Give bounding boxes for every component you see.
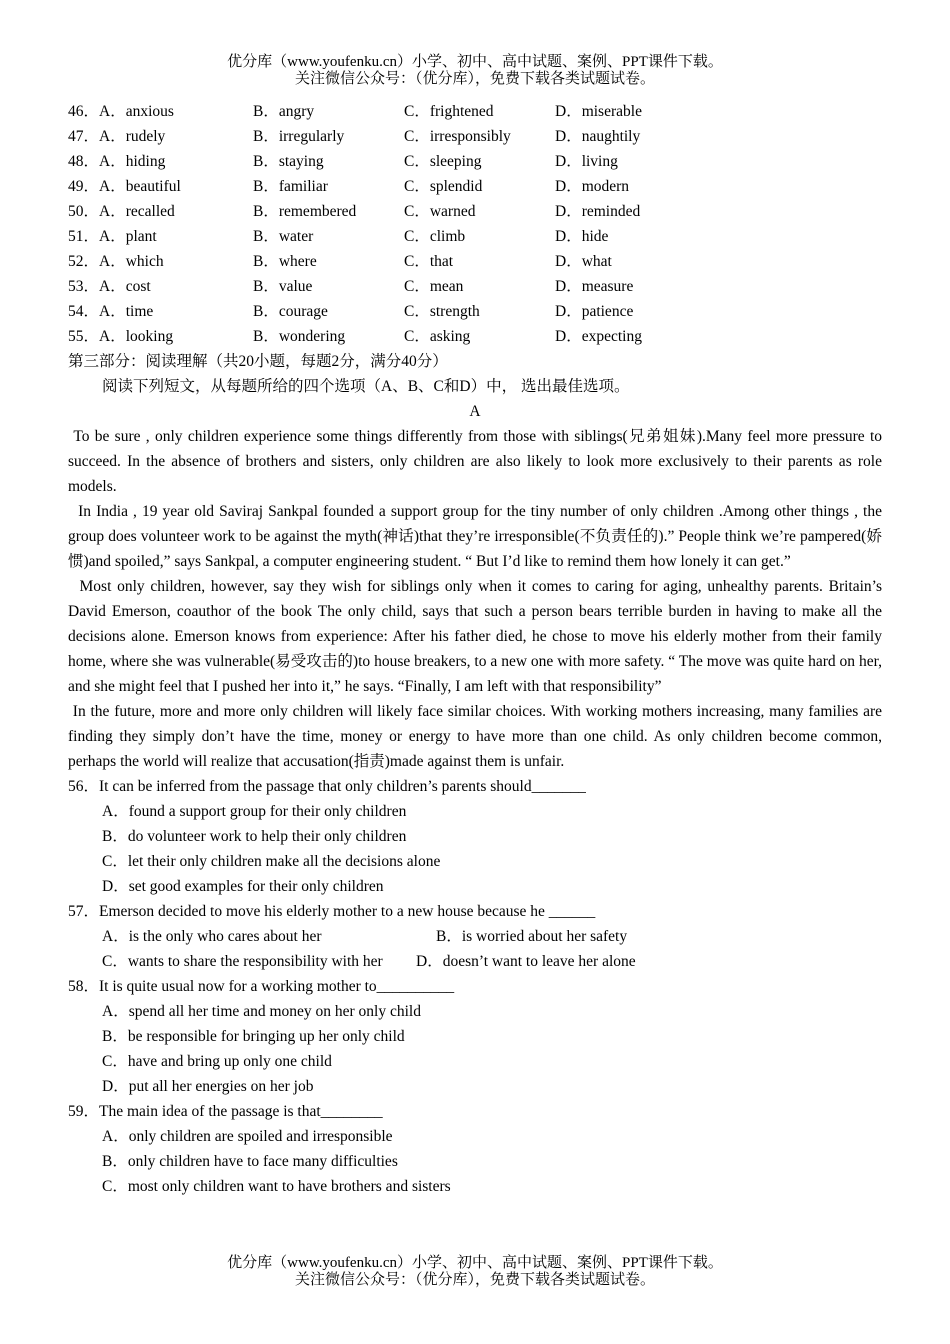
- footer-line-1: 优分库（www.youfenku.cn）小学、初中、高中试题、案例、PPT课件下载。: [227, 1255, 723, 1271]
- option-c: C．that: [404, 253, 454, 270]
- option-c: C．warned: [404, 203, 476, 220]
- option-c: C．strength: [404, 303, 480, 320]
- cloze-row-55: [68, 324, 882, 349]
- cloze-row-50: [68, 199, 882, 224]
- question-number: 51．: [68, 228, 100, 245]
- option-d: D．living: [555, 153, 618, 170]
- option-d: D．doesn’t want to leave her alone: [416, 953, 636, 970]
- option-c: C．frightened: [404, 103, 494, 120]
- cloze-row-47: [68, 124, 882, 149]
- option-a: A．looking: [99, 328, 174, 345]
- option-b: B．water: [253, 228, 314, 245]
- option-b: B．irregularly: [253, 128, 345, 145]
- cloze-row-46: [68, 99, 882, 124]
- cloze-row-53: [68, 274, 882, 299]
- option-c: C．irresponsibly: [404, 128, 511, 145]
- page-footer: [0, 1255, 950, 1289]
- option-d: D．naughtily: [555, 128, 641, 145]
- option-b: B．where: [253, 253, 317, 270]
- option-c: C．mean: [404, 278, 464, 295]
- question-number: 50．: [68, 203, 100, 220]
- option-c: C．have and bring up only one child: [102, 1053, 332, 1070]
- footer-line-2: 关注微信公众号：（优分库），免费下载各类试题试卷。: [294, 1272, 655, 1288]
- passage-label: A: [469, 403, 481, 420]
- cloze-row-49: [68, 174, 882, 199]
- cloze-row-52: [68, 249, 882, 274]
- option-c: C．most only children want to have brothers and sisters: [102, 1178, 451, 1195]
- section-title: 第三部分：阅读理解（共20小题，每题2分，满分40分）: [68, 353, 448, 370]
- passage-paragraph-3: Most only children, however, say they wish for siblings only when it comes to caring for aging, unhealthy parents. Britain’s David Emerson, coauthor of the book The only child, says that such a person bears terrible burden in having to make all the decisions alone. Emerson knows from experience: After his father died, he chose to move his elderly mother from their family home, where she was vulnerable(易受攻击的)to house breakers, to a new one with more safety. “ The move was quite hard on her, and she might feel that I pushed her into it,” he says. “Finally, I am left with that responsibility”: [68, 578, 886, 695]
- option-a: A．only children are spoiled and irresponsible: [102, 1128, 393, 1145]
- passage-paragraph-2: In India , 19 year old Saviraj Sankpal founded a support group for the tiny number of only children .Among other things , the group does volunteer work to be against the myth(神话)that they’re irresponsible(不负责任的).” People think we’re pampered(娇惯)and spoiled,” says Sankpal, a computer engineering student. “ But I’d like to remind them how lonely it can get.”: [68, 503, 886, 570]
- question-number: 48．: [68, 153, 100, 170]
- question-59: [68, 1099, 882, 1199]
- option-b: B．familiar: [253, 178, 328, 195]
- option-b: B．courage: [253, 303, 328, 320]
- option-row-cd: [68, 949, 882, 974]
- option-d: D．reminded: [555, 203, 641, 220]
- option-d: D．set good examples for their only children: [102, 878, 384, 895]
- option-b: B．do volunteer work to help their only children: [102, 828, 407, 845]
- cloze-row-51: [68, 224, 882, 249]
- question-number: 49．: [68, 178, 100, 195]
- option-a: A．beautiful: [99, 178, 181, 195]
- option-d: D．modern: [555, 178, 630, 195]
- header-line-2: 关注微信公众号：（优分库），免费下载各类试题试卷。: [294, 71, 655, 87]
- passage-paragraph-4: In the future, more and more only children will likely face similar choices. With working mothers increasing, many families are finding they simply don’t have the time, money or energy to have more than one child. As only children become common, perhaps the world will realize that accusation(指责)made against them is unfair.: [68, 703, 890, 770]
- option-b: B．value: [253, 278, 313, 295]
- option-d: D．measure: [555, 278, 634, 295]
- page-header: [0, 54, 950, 88]
- question-58: [68, 974, 882, 1099]
- option-b: B．staying: [253, 153, 324, 170]
- option-a: A．cost: [99, 278, 151, 295]
- passage-paragraph-1: To be sure , only children experience some things differently from those with siblings(兄弟姐妹).Many feel more pressure to succeed. In the absence of brothers and sisters, only children are also likely to look more exclusively to their parents as role models.: [68, 428, 886, 495]
- section-instruction: 阅读下列短文，从每题所给的四个选项（A、B、C和D）中， 选出最佳选项。: [102, 378, 630, 395]
- option-b: B．angry: [253, 103, 315, 120]
- cloze-options: [68, 99, 882, 349]
- option-c: C．splendid: [404, 178, 483, 195]
- option-a: A．anxious: [99, 103, 174, 120]
- option-c: C．climb: [404, 228, 466, 245]
- option-b: B．be responsible for bringing up her only child: [102, 1028, 405, 1045]
- question-stem: 57．Emerson decided to move his elderly mother to a new house because he ______: [68, 903, 596, 920]
- option-d: D．patience: [555, 303, 634, 320]
- option-a: A．rudely: [99, 128, 166, 145]
- question-number: 53．: [68, 278, 100, 295]
- option-a: A．found a support group for their only children: [102, 803, 407, 820]
- option-a: A．spend all her time and money on her only child: [102, 1003, 421, 1020]
- option-c: C．sleeping: [404, 153, 482, 170]
- option-d: D．expecting: [555, 328, 642, 345]
- option-d: D．put all her energies on her job: [102, 1078, 314, 1095]
- cloze-row-48: [68, 149, 882, 174]
- question-57: [68, 899, 882, 974]
- option-d: D．hide: [555, 228, 609, 245]
- question-number: 52．: [68, 253, 100, 270]
- question-number: 46．: [68, 103, 100, 120]
- header-line-1: 优分库（www.youfenku.cn）小学、初中、高中试题、案例、PPT课件下载。: [227, 54, 723, 70]
- cloze-row-54: [68, 299, 882, 324]
- option-d: D．what: [555, 253, 612, 270]
- option-c: C．asking: [404, 328, 471, 345]
- document-body: [68, 99, 890, 1199]
- question-number: 55．: [68, 328, 100, 345]
- question-56: [68, 774, 882, 899]
- option-b: B．only children have to face many difficulties: [102, 1153, 398, 1170]
- question-stem: 56．It can be inferred from the passage that only children’s parents should_______: [68, 778, 586, 795]
- option-c: C．let their only children make all the decisions alone: [102, 853, 441, 870]
- question-number: 47．: [68, 128, 100, 145]
- option-b: B．is worried about her safety: [436, 928, 628, 945]
- question-stem: 59．The main idea of the passage is that________: [68, 1103, 383, 1120]
- option-d: D．miserable: [555, 103, 642, 120]
- option-a: A．is the only who cares about her: [102, 928, 322, 945]
- option-row-ab: [68, 924, 882, 949]
- option-a: A．which: [99, 253, 164, 270]
- option-a: A．hiding: [99, 153, 166, 170]
- option-b: B．wondering: [253, 328, 346, 345]
- option-b: B．remembered: [253, 203, 357, 220]
- option-a: A．recalled: [99, 203, 175, 220]
- option-c: C．wants to share the responsibility with her: [102, 953, 383, 970]
- question-number: 54．: [68, 303, 100, 320]
- option-a: A．time: [99, 303, 154, 320]
- question-stem: 58．It is quite usual now for a working mother to__________: [68, 978, 455, 995]
- option-a: A．plant: [99, 228, 157, 245]
